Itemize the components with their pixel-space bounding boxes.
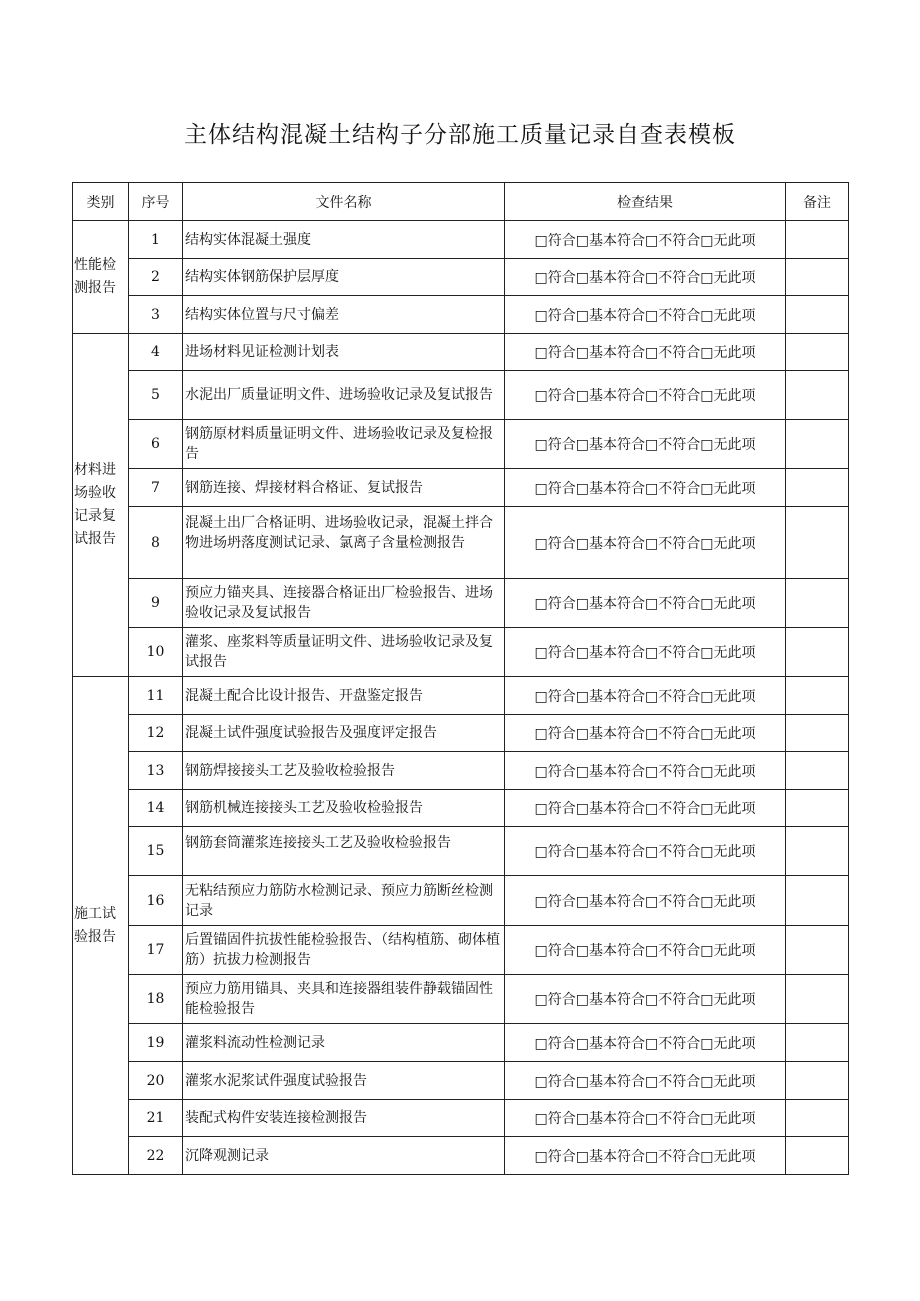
row-check-result[interactable]: □符合□基本符合□不符合□无此项 — [505, 1062, 786, 1100]
table-row — [73, 677, 849, 715]
table-row — [73, 1100, 849, 1137]
row-file-name: 混凝土配合比设计报告、开盘鉴定报告 — [183, 677, 505, 715]
row-remark[interactable] — [786, 1024, 849, 1062]
row-number: 9 — [129, 579, 183, 628]
header-file-name: 文件名称 — [183, 183, 505, 221]
row-remark[interactable] — [786, 752, 849, 790]
row-file-name: 灌浆料流动性检测记录 — [183, 1024, 505, 1062]
row-number: 19 — [129, 1024, 183, 1062]
row-file-name: 灌浆水泥浆试件强度试验报告 — [183, 1062, 505, 1100]
row-file-name: 预应力锚夹具、连接器合格证出厂检验报告、进场验收记录及复试报告 — [183, 579, 505, 628]
row-file-name: 钢筋机械连接接头工艺及验收检验报告 — [183, 790, 505, 827]
header-number: 序号 — [129, 183, 183, 221]
row-number: 15 — [129, 827, 183, 876]
category-materials: 材料进场验收记录复试报告 — [73, 334, 129, 677]
row-check-result[interactable]: □符合□基本符合□不符合□无此项 — [505, 926, 786, 975]
row-remark[interactable] — [786, 259, 849, 296]
row-number: 4 — [129, 334, 183, 371]
row-number: 17 — [129, 926, 183, 975]
page-title: 主体结构混凝土结构子分部施工质量记录自查表模板 — [184, 122, 736, 148]
row-number: 3 — [129, 296, 183, 334]
row-file-name: 结构实体混凝土强度 — [183, 221, 505, 259]
row-number: 6 — [129, 420, 183, 469]
table-row — [73, 371, 849, 420]
table-row — [73, 469, 849, 507]
header-row — [73, 183, 849, 221]
table-row — [73, 876, 849, 926]
table-row — [73, 259, 849, 296]
row-remark[interactable] — [786, 1137, 849, 1175]
row-check-result[interactable]: □符合□基本符合□不符合□无此项 — [505, 1137, 786, 1175]
row-number: 1 — [129, 221, 183, 259]
row-number: 20 — [129, 1062, 183, 1100]
self-check-table — [72, 182, 849, 1175]
row-remark[interactable] — [786, 221, 849, 259]
row-file-name: 混凝土试件强度试验报告及强度评定报告 — [183, 715, 505, 752]
category-performance: 性能检测报告 — [73, 221, 129, 334]
table-row — [73, 628, 849, 677]
row-check-result[interactable]: □符合□基本符合□不符合□无此项 — [505, 469, 786, 507]
table-row — [73, 221, 849, 259]
row-remark[interactable] — [786, 334, 849, 371]
row-number: 2 — [129, 259, 183, 296]
row-file-name: 钢筋连接、焊接材料合格证、复试报告 — [183, 469, 505, 507]
row-check-result[interactable]: □符合□基本符合□不符合□无此项 — [505, 752, 786, 790]
row-check-result[interactable]: □符合□基本符合□不符合□无此项 — [505, 334, 786, 371]
row-file-name: 水泥出厂质量证明文件、进场验收记录及复试报告 — [183, 371, 505, 420]
row-number: 16 — [129, 876, 183, 926]
row-number: 22 — [129, 1137, 183, 1175]
table-row — [73, 334, 849, 371]
row-file-name: 结构实体钢筋保护层厚度 — [183, 259, 505, 296]
row-check-result[interactable]: □符合□基本符合□不符合□无此项 — [505, 1100, 786, 1137]
header-remark: 备注 — [786, 183, 849, 221]
row-remark[interactable] — [786, 1100, 849, 1137]
row-check-result[interactable]: □符合□基本符合□不符合□无此项 — [505, 221, 786, 259]
row-check-result[interactable]: □符合□基本符合□不符合□无此项 — [505, 790, 786, 827]
row-check-result[interactable]: □符合□基本符合□不符合□无此项 — [505, 371, 786, 420]
table-row — [73, 926, 849, 975]
row-number: 13 — [129, 752, 183, 790]
row-number: 10 — [129, 628, 183, 677]
row-file-name: 混凝土出厂合格证明、进场验收记录，混凝土拌合物进场坍落度测试记录、氯离子含量检测报告 — [183, 507, 505, 579]
row-check-result[interactable]: □符合□基本符合□不符合□无此项 — [505, 296, 786, 334]
row-check-result[interactable]: □符合□基本符合□不符合□无此项 — [505, 975, 786, 1024]
row-remark[interactable] — [786, 1062, 849, 1100]
row-check-result[interactable]: □符合□基本符合□不符合□无此项 — [505, 1024, 786, 1062]
row-file-name: 灌浆、座浆料等质量证明文件、进场验收记录及复试报告 — [183, 628, 505, 677]
row-check-result[interactable]: □符合□基本符合□不符合□无此项 — [505, 579, 786, 628]
row-check-result[interactable]: □符合□基本符合□不符合□无此项 — [505, 677, 786, 715]
row-remark[interactable] — [786, 827, 849, 876]
row-remark[interactable] — [786, 296, 849, 334]
row-check-result[interactable]: □符合□基本符合□不符合□无此项 — [505, 420, 786, 469]
row-number: 14 — [129, 790, 183, 827]
category-construction: 施工试验报告 — [73, 677, 129, 1175]
table-row — [73, 420, 849, 469]
row-file-name: 后置锚固件抗拔性能检验报告、（结构植筋、砌体植筋）抗拔力检测报告 — [183, 926, 505, 975]
row-remark[interactable] — [786, 677, 849, 715]
table-row — [73, 752, 849, 790]
row-number: 5 — [129, 371, 183, 420]
table-row — [73, 579, 849, 628]
row-remark[interactable] — [786, 507, 849, 579]
header-check-result: 检查结果 — [505, 183, 786, 221]
row-check-result[interactable]: □符合□基本符合□不符合□无此项 — [505, 827, 786, 876]
row-check-result[interactable]: □符合□基本符合□不符合□无此项 — [505, 628, 786, 677]
table-row — [73, 1137, 849, 1175]
row-file-name: 无粘结预应力筋防水检测记录、预应力筋断丝检测记录 — [183, 876, 505, 926]
row-remark[interactable] — [786, 628, 849, 677]
row-file-name: 结构实体位置与尺寸偏差 — [183, 296, 505, 334]
table-row — [73, 827, 849, 876]
row-check-result[interactable]: □符合□基本符合□不符合□无此项 — [505, 876, 786, 926]
row-remark[interactable] — [786, 975, 849, 1024]
row-remark[interactable] — [786, 926, 849, 975]
row-file-name: 装配式构件安装连接检测报告 — [183, 1100, 505, 1137]
row-file-name: 钢筋套筒灌浆连接接头工艺及验收检验报告 — [183, 827, 505, 876]
row-file-name: 钢筋原材料质量证明文件、进场验收记录及复检报告 — [183, 420, 505, 469]
row-check-result[interactable]: □符合□基本符合□不符合□无此项 — [505, 507, 786, 579]
table-row — [73, 1062, 849, 1100]
table-row — [73, 975, 849, 1024]
table-row — [73, 296, 849, 334]
table-row — [73, 790, 849, 827]
row-remark[interactable] — [786, 469, 849, 507]
row-remark[interactable] — [786, 371, 849, 420]
row-file-name: 沉降观测记录 — [183, 1137, 505, 1175]
row-remark[interactable] — [786, 876, 849, 926]
row-number: 11 — [129, 677, 183, 715]
row-remark[interactable] — [786, 579, 849, 628]
row-number: 18 — [129, 975, 183, 1024]
row-number: 21 — [129, 1100, 183, 1137]
row-file-name: 钢筋焊接接头工艺及验收检验报告 — [183, 752, 505, 790]
row-number: 12 — [129, 715, 183, 752]
row-remark[interactable] — [786, 420, 849, 469]
row-number: 7 — [129, 469, 183, 507]
row-file-name: 进场材料见证检测计划表 — [183, 334, 505, 371]
row-remark[interactable] — [786, 715, 849, 752]
row-file-name: 预应力筋用锚具、夹具和连接器组装件静载锚固性能检验报告 — [183, 975, 505, 1024]
header-category: 类别 — [73, 183, 129, 221]
table-row — [73, 507, 849, 579]
table-row — [73, 1024, 849, 1062]
table-row — [73, 715, 849, 752]
row-number: 8 — [129, 507, 183, 579]
row-remark[interactable] — [786, 790, 849, 827]
row-check-result[interactable]: □符合□基本符合□不符合□无此项 — [505, 259, 786, 296]
row-check-result[interactable]: □符合□基本符合□不符合□无此项 — [505, 715, 786, 752]
